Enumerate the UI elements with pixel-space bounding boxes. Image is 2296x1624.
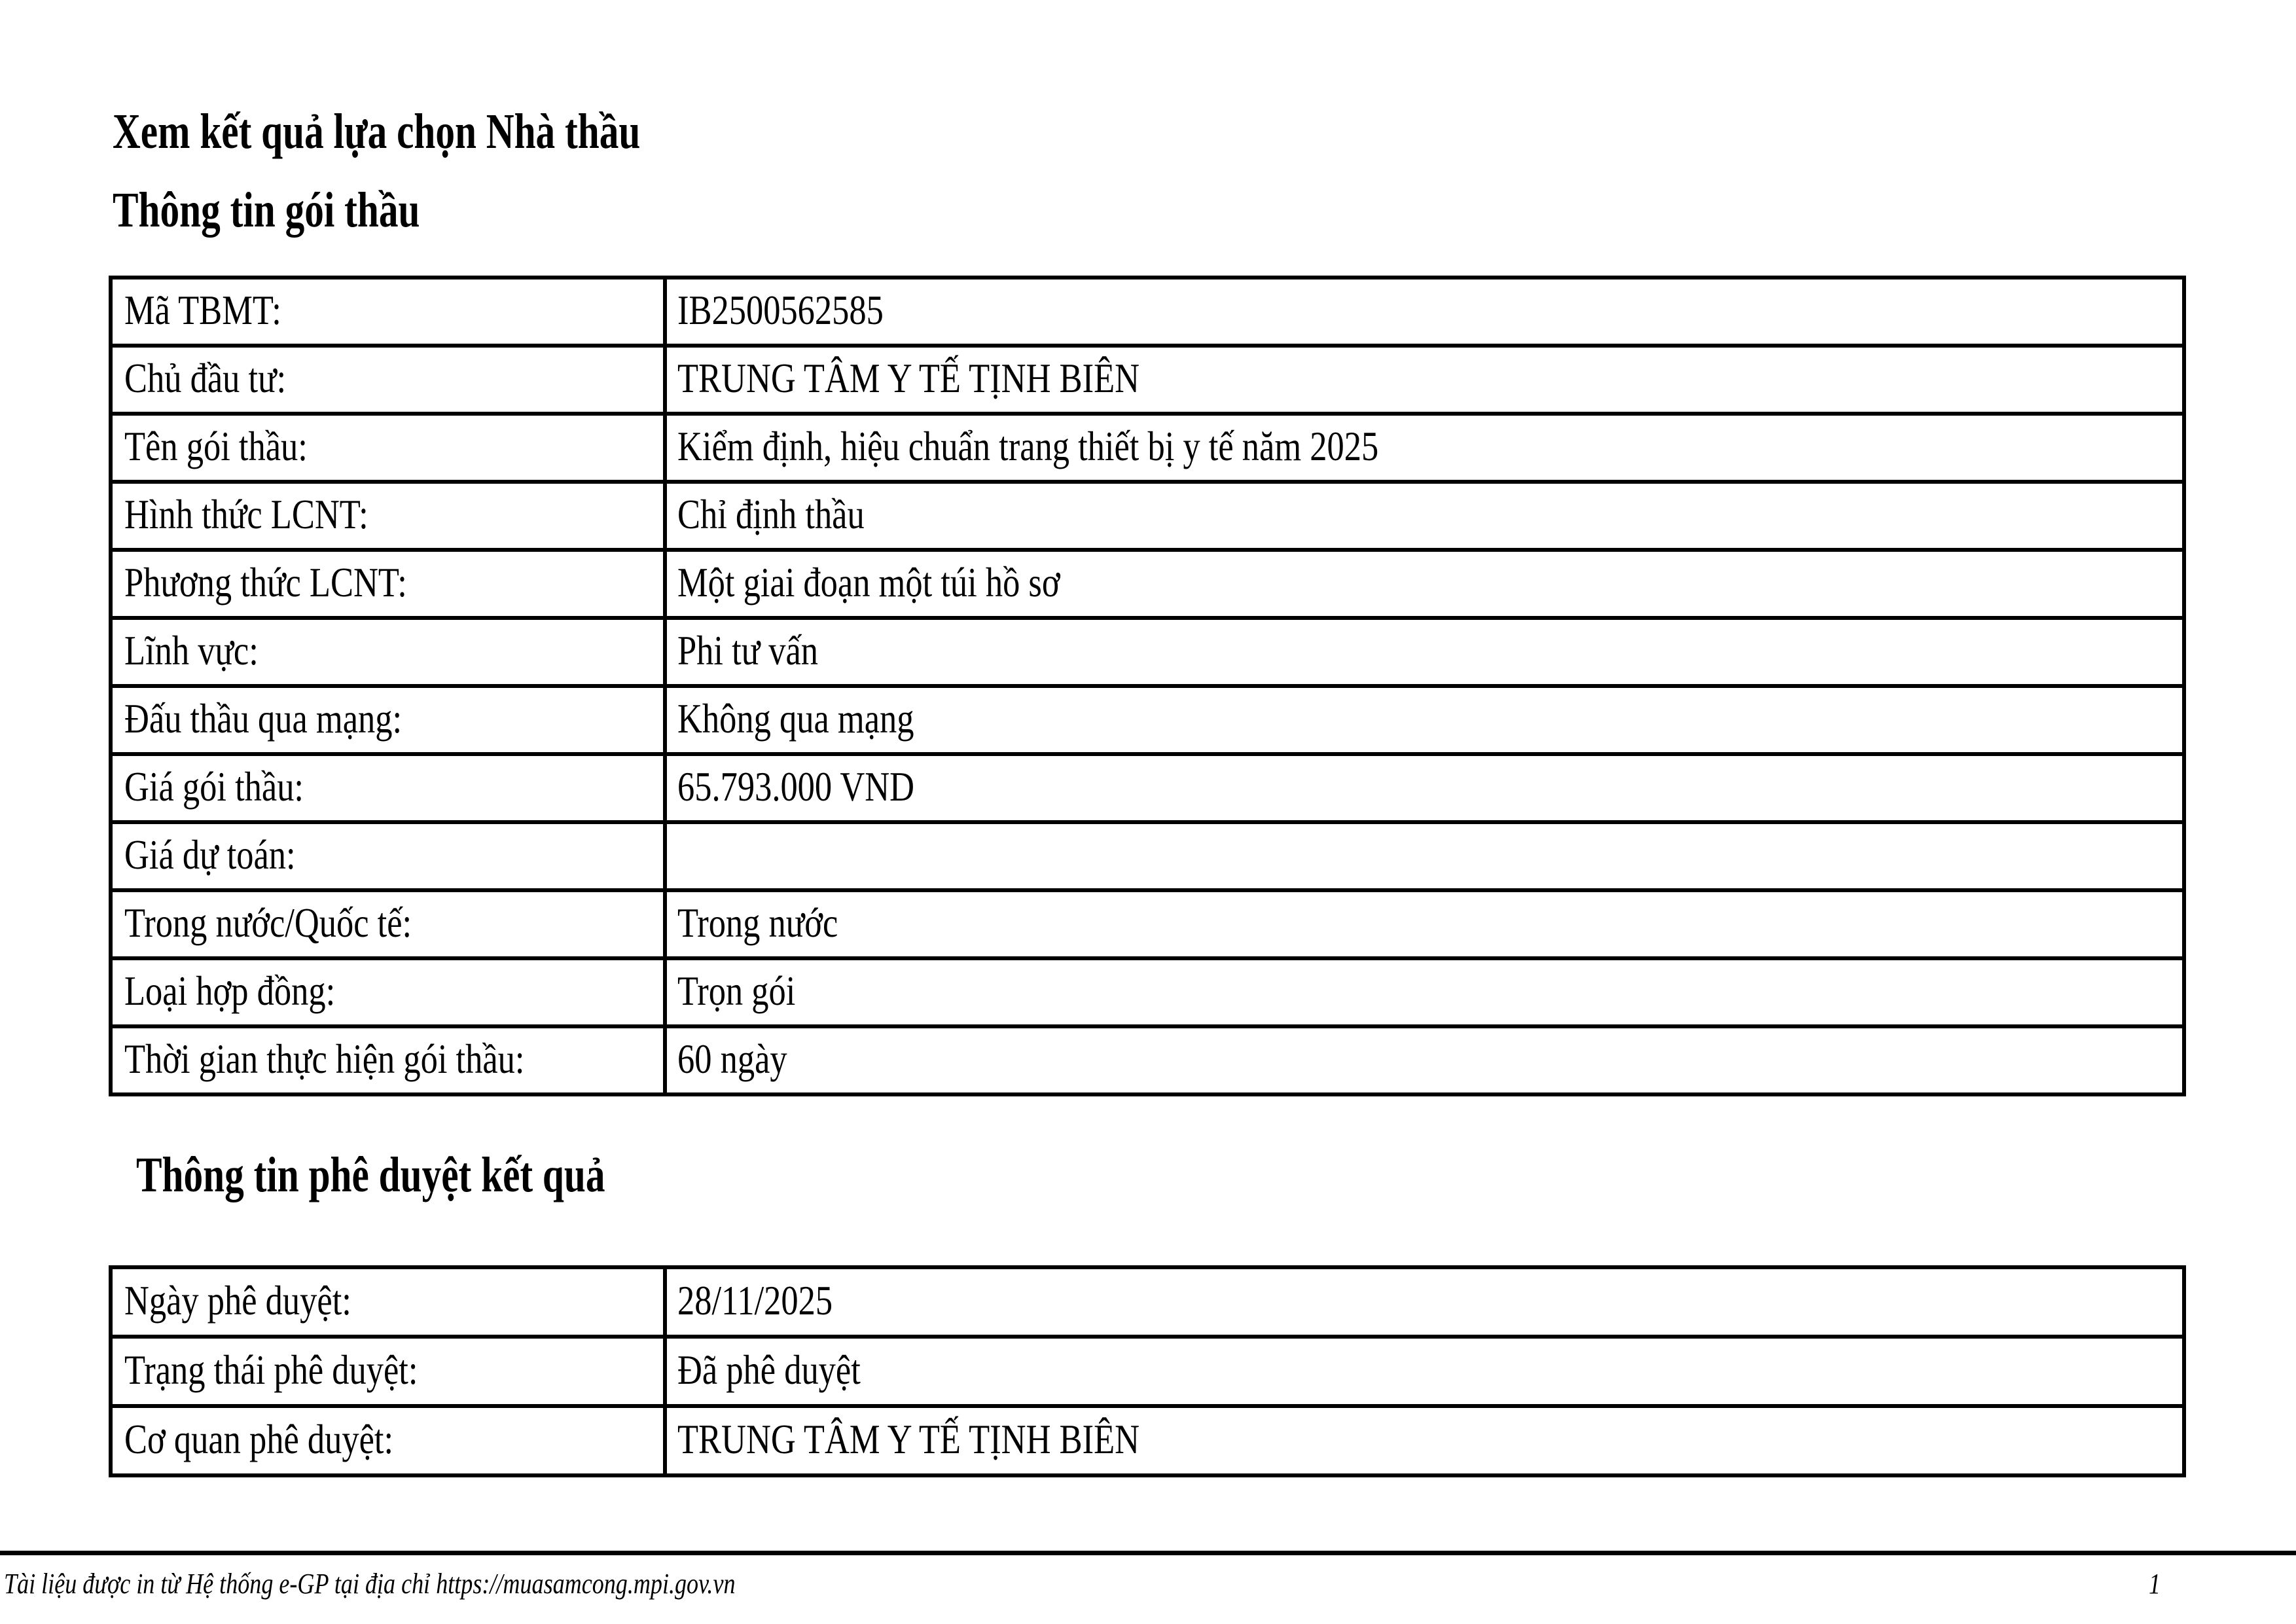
- approval-section-heading-text: Thông tin phê duyệt kết quả: [136, 1147, 605, 1202]
- package-info-row: [111, 278, 2184, 346]
- approval-info-label-text: Cơ quan phê duyệt:: [124, 1415, 394, 1462]
- approval-info-row: [111, 1337, 2184, 1406]
- approval-info-label-text: Ngày phê duyệt:: [124, 1276, 351, 1324]
- package-info-label-text: Lĩnh vực:: [124, 626, 259, 674]
- package-info-value-cell: [665, 278, 2184, 346]
- package-info-value-text: TRUNG TÂM Y TẾ TỊNH BIÊN: [677, 354, 1140, 401]
- package-info-table: [109, 276, 2186, 1096]
- package-info-label-text: Phương thức LCNT:: [124, 558, 407, 605]
- package-info-value-text: 60 ngày: [677, 1035, 787, 1082]
- package-info-label-cell: [111, 890, 665, 958]
- package-info-label-text: Loại hợp đồng:: [124, 967, 336, 1014]
- page-number: [2149, 1568, 2163, 1600]
- footer-source-note: [4, 1568, 896, 1600]
- package-info-label-cell: [111, 1026, 665, 1094]
- package-info-label-text: Chủ đầu tư:: [124, 354, 287, 401]
- package-info-label-cell: [111, 754, 665, 822]
- package-info-value-text: IB2500562585: [677, 286, 884, 333]
- approval-info-table: [109, 1265, 2186, 1477]
- page-number-text: 1: [2149, 1568, 2161, 1600]
- approval-info-row: [111, 1406, 2184, 1475]
- package-info-row: [111, 482, 2184, 550]
- approval-info-label-cell: [111, 1267, 665, 1337]
- approval-info-label-cell: [111, 1337, 665, 1406]
- approval-info-label-cell: [111, 1406, 665, 1475]
- package-info-value-cell: [665, 822, 2184, 890]
- package-info-label-text: Tên gói thầu:: [124, 422, 308, 469]
- package-info-row: [111, 822, 2184, 890]
- package-info-value-cell: [665, 482, 2184, 550]
- package-info-value-text: Kiểm định, hiệu chuẩn trang thiết bị y tế năm 2025: [677, 422, 1379, 469]
- package-info-value-text: Phi tư vấn: [677, 626, 819, 674]
- page-title-text: Xem kết quả lựa chọn Nhà thầu: [113, 104, 641, 159]
- approval-info-label-text: Trạng thái phê duyệt:: [124, 1346, 418, 1393]
- package-info-row: [111, 1026, 2184, 1094]
- approval-info-value-cell: [665, 1267, 2184, 1337]
- footer-source-note-text: Tài liệu được in từ Hệ thống e-GP tại địa chỉ https://muasamcong.mpi.gov.vn: [4, 1568, 736, 1600]
- package-info-value-cell: [665, 958, 2184, 1026]
- package-info-label-cell: [111, 414, 665, 482]
- package-info-row: [111, 346, 2184, 414]
- package-info-label-text: Trong nước/Quốc tế:: [124, 899, 412, 946]
- package-info-value-cell: [665, 346, 2184, 414]
- package-info-label-cell: [111, 618, 665, 686]
- package-info-value-text: Không qua mạng: [677, 695, 914, 742]
- package-info-label-text: Hình thức LCNT:: [124, 490, 368, 537]
- package-info-value-text: Chỉ định thầu: [677, 490, 865, 537]
- package-info-label-cell: [111, 958, 665, 1026]
- package-info-row: [111, 686, 2184, 754]
- package-info-value-text: 65.793.000 VND: [677, 763, 915, 810]
- package-section-heading-text: Thông tin gói thầu: [113, 183, 420, 238]
- package-info-label-text: Giá gói thầu:: [124, 763, 304, 810]
- approval-info-row: [111, 1267, 2184, 1337]
- package-info-value-text: Trong nước: [677, 899, 838, 946]
- package-info-row: [111, 890, 2184, 958]
- approval-section-heading: [136, 1147, 738, 1202]
- package-info-label-cell: [111, 346, 665, 414]
- package-info-label-cell: [111, 550, 665, 618]
- approval-info-value-text: Đã phê duyệt: [677, 1346, 861, 1393]
- page-title: [113, 104, 789, 159]
- approval-info-value-cell: [665, 1406, 2184, 1475]
- package-info-row: [111, 958, 2184, 1026]
- approval-info-value-cell: [665, 1337, 2184, 1406]
- package-info-label-cell: [111, 822, 665, 890]
- package-info-value-cell: [665, 618, 2184, 686]
- package-info-row: [111, 618, 2184, 686]
- approval-info-value-text: 28/11/2025: [677, 1276, 833, 1324]
- package-info-value-cell: [665, 550, 2184, 618]
- package-info-value-text: Một giai đoạn một túi hồ sơ: [677, 558, 1060, 605]
- package-info-row: [111, 754, 2184, 822]
- package-info-value-cell: [665, 890, 2184, 958]
- package-info-label-cell: [111, 482, 665, 550]
- package-info-value-cell: [665, 686, 2184, 754]
- package-info-label-text: Đấu thầu qua mạng:: [124, 695, 403, 742]
- package-info-value-cell: [665, 414, 2184, 482]
- package-info-label-cell: [111, 278, 665, 346]
- approval-info-value-text: TRUNG TÂM Y TẾ TỊNH BIÊN: [677, 1415, 1140, 1462]
- package-info-row: [111, 550, 2184, 618]
- package-info-value-cell: [665, 1026, 2184, 1094]
- package-info-label-text: Giá dự toán:: [124, 831, 296, 878]
- footer-divider: [0, 1551, 2296, 1555]
- package-section-heading: [113, 183, 507, 238]
- package-info-label-text: Thời gian thực hiện gói thầu:: [124, 1035, 525, 1082]
- package-info-label-text: Mã TBMT:: [124, 286, 281, 333]
- package-info-value-cell: [665, 754, 2184, 822]
- package-info-value-text: Trọn gói: [677, 967, 796, 1014]
- package-info-label-cell: [111, 686, 665, 754]
- package-info-row: [111, 414, 2184, 482]
